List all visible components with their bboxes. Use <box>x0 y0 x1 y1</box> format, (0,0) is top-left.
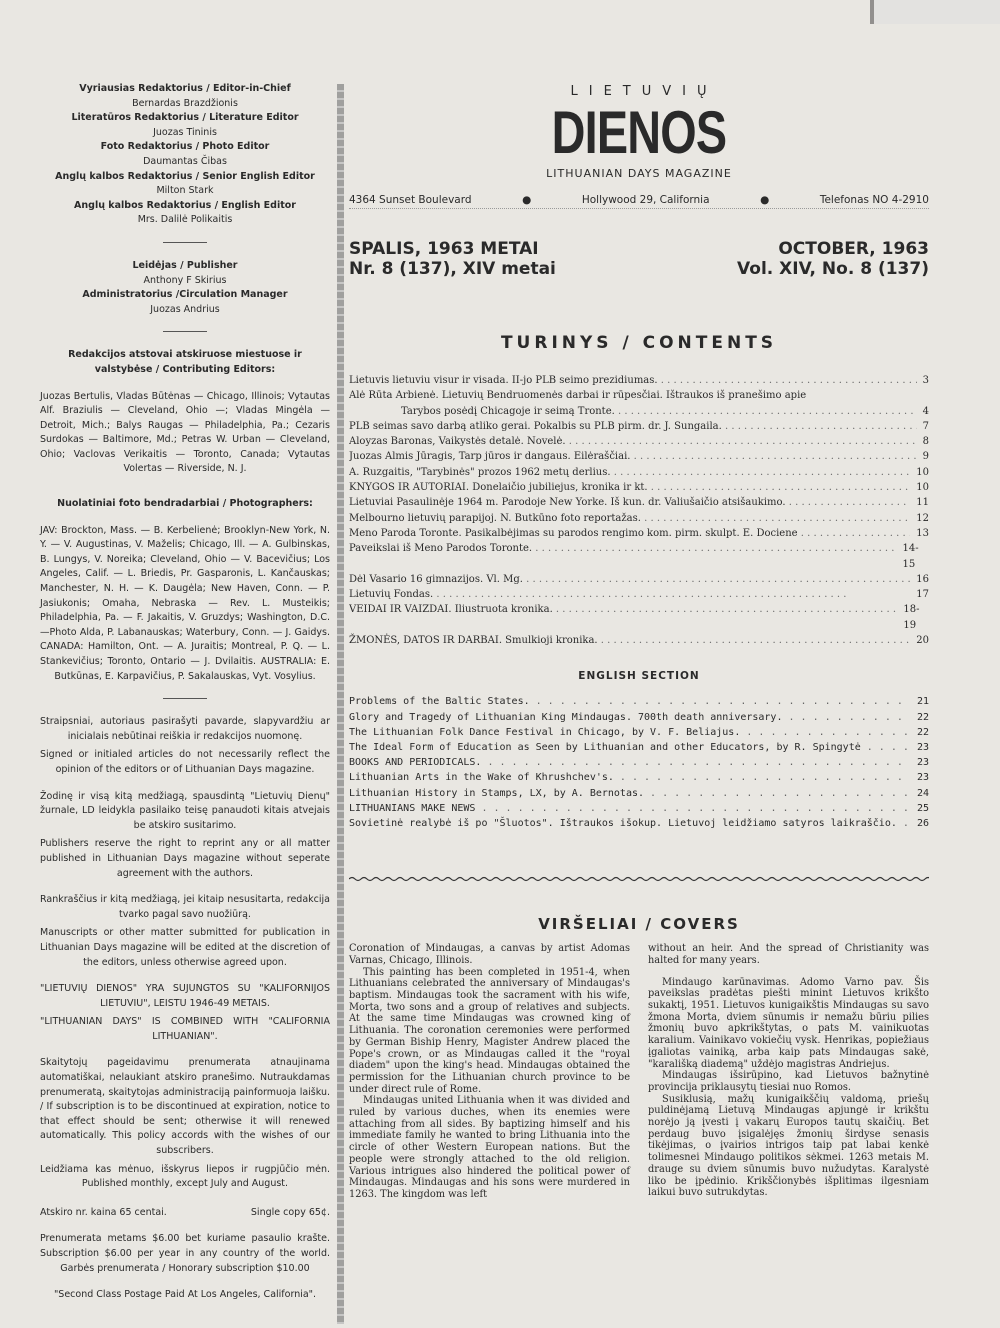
city: Hollywood 29, California <box>581 194 710 206</box>
toc-page: 25 <box>916 802 929 814</box>
toc-row <box>349 694 929 709</box>
toc-page: 20 <box>916 635 929 647</box>
divider <box>163 698 207 699</box>
toc-title: Lietuvis lietuviu visur ir visada. II-jo PLB seimo prezidiumas. . . . <box>349 373 917 388</box>
toc-row <box>349 511 929 526</box>
toc-page <box>923 388 929 403</box>
issue-en-date: OCTOBER, 1963 <box>778 239 929 259</box>
toc-row <box>349 465 929 480</box>
publisher-name: Juozas Andrius <box>150 303 220 315</box>
bullet: ● <box>760 194 770 206</box>
toc-title: BOOKS AND PERIODICALS. . . . <box>349 755 911 770</box>
covers-text <box>349 943 929 1200</box>
staff-list <box>40 82 330 228</box>
toc-page: 8 <box>922 436 929 448</box>
staff-name: Juozas Tininis <box>153 126 217 138</box>
toc-row <box>349 572 929 587</box>
address: 4364 Sunset Boulevard <box>349 194 472 206</box>
toc-title: The Ideal Form of Education as Seen by Lithuanian and other Educators, by R. Spingytė . . . <box>349 740 911 755</box>
toc-page: 26 <box>916 817 929 829</box>
staff-role: Anglų kalbos Redaktorius / Senior English Editor <box>55 170 315 182</box>
toc-page: 22 <box>916 726 929 738</box>
note: "LIETUVIŲ DIENOS" YRA SUJUNGTOS SU "KALIFORNIJOS LIETUVIU", LEISTU 1946-49 METAIS. <box>40 983 330 1009</box>
publisher-name: Anthony F Skirius <box>143 274 227 286</box>
toc-row <box>349 786 929 801</box>
toc-page: 21 <box>916 696 929 708</box>
toc-row <box>349 602 929 633</box>
toc-page: 16 <box>916 573 929 585</box>
notes <box>40 715 330 1192</box>
contrib-text: Juozas Bertulis, Vladas Būtėnas — Chicago, Illinois; Vytautas Alf. Braziulis — Cleveland, Ohio —; Vladas Mingėla — Detroit, Mich.; Balys Raugas — Philadelphia, Pa.; Cezaris Surdokas — Baltimore, Md.; Petras W. Urban — Cleveland, Ohio; Vaclovas Verikaitis — Toronto, Canada; Vytautas Volertas — Riverside, N. J. <box>40 390 330 475</box>
toc-page: 23 <box>916 757 929 769</box>
toc-row <box>349 816 929 831</box>
toc-row <box>349 740 929 755</box>
toc-title: Lithuanian Arts in the Wake of Khrushchev's. . . . <box>349 770 911 785</box>
price-lt: Atskiro nr. kaina 65 centai. <box>40 1206 167 1218</box>
note: "LITHUANIAN DAYS" IS COMBINED WITH "CALIFORNIA LITHUANIAN". <box>40 1016 330 1042</box>
toc-title: Meno Paroda Toronte. Pasikalbėjimas su parodos rengimo kom. pirm. skulpt. E. Dociene . . . <box>349 526 910 541</box>
toc-row <box>349 480 929 495</box>
covers-paragraph: Mindaugo karūnavimas. Adomo Varno pav. Šis paveikslas pradėtas piešti minint Lietuvos krikšto sukaktį, 1951. Lietuvos kunigaikštis Mindaugas su savo žmona Morta, dviem sūnumis ir nemažu būriu pilies žmonių buvo apkrikštytas, o pats M. vainikuotas karalium. Vainikavo vokiečių vysk. Henrikas, popiežiaus įgaliotas vainiką, arba kaip pats Mindaugas sakė, "karališką diademą" uždėjo magistras Andriejus. <box>648 976 929 1070</box>
toc-title: Alė Rūta Arbienė. Lietuvių Bendruomenės darbai ir rūpesčiai. Ištraukos iš pranešimo apie <box>349 390 807 402</box>
publisher-list <box>40 259 330 317</box>
left-column <box>40 82 330 1303</box>
toc-title: Lietuvių Fondas. . . . <box>349 587 846 602</box>
toc-row <box>349 419 929 434</box>
toc-page: 7 <box>922 420 929 432</box>
publisher-role: Leidėjas / Publisher <box>132 259 238 271</box>
toc-title: Dėl Vasario 16 gimnazijos. Vl. Mg. . . . <box>349 572 910 587</box>
toc-title: The Lithuanian Folk Dance Festival in Chicago, by V. F. Beliajus. . . . <box>349 725 911 740</box>
toc-title: Juozas Almis Jūragis, Tarp jūros ir dangaus. Eilėraščiai. . . . <box>349 449 917 464</box>
toc-page: 3 <box>922 375 929 386</box>
issue-lt-nr: Nr. 8 (137), XIV metai <box>349 259 556 279</box>
covers-paragraph: Mindaugas united Lithuania when it was divided and ruled by various duches, when its enemies were attaching from all sides. By baptizing himself and his immediate family he wanted to bring Lithuania into the circle of other Western European nations. But the people were strongly attached to the old religion. Various intrigues also hindered the political power of Mindaugas. Mindaugas and his sons were murdered in 1263. The kingdom was left <box>349 1095 630 1200</box>
note: Publishers reserve the right to reprint any or all matter published in Lithuanian Days magazine without seperate agreement with the authors. <box>40 838 330 879</box>
staff-name: Mrs. Dalilė Polikaitis <box>137 214 233 226</box>
note: Straipsniai, autoriaus pasirašyti pavarde, slapyvardžiu ar inicialais nebūtinai reiškia ir redakcijos nuomonę. <box>40 716 330 742</box>
masthead-subtitle: LITHUANIAN DAYS MAGAZINE <box>546 167 732 180</box>
toc-row <box>349 801 929 816</box>
toc-page: 23 <box>916 772 929 784</box>
toc-row <box>349 495 929 510</box>
toc-page: 9 <box>922 451 929 463</box>
subscription-text: Prenumerata metams $6.00 bet kuriame pasaulio krašte. Subscription $6.00 per year in any country of the world. Garbės prenumerata / Honorary subscription $10.00 <box>40 1233 330 1274</box>
masthead-lietuviu: LIETUVIŲ <box>570 84 718 99</box>
toc-row <box>349 633 929 648</box>
toc-page: 17 <box>916 589 929 601</box>
toc-page: 13 <box>916 527 929 539</box>
toc-title: Tarybos posėdį Chicagoje ir seimą Tronte. . . . <box>401 404 917 419</box>
toc-page: 14-15 <box>902 543 919 570</box>
covers-title: VIRŠELIAI / COVERS <box>538 915 740 934</box>
toc-title: Glory and Tragedy of Lithuanian King Mindaugas. 700th death anniversary. . . . <box>349 710 911 725</box>
toc-title: Lithuanian History in Stamps, LX, by A. Bernotas. . . . <box>349 786 911 801</box>
toc-page: 10 <box>916 466 929 478</box>
covers-column-1 <box>349 943 630 1200</box>
note: Žodinę ir visą kitą medžiagą, spausdintą "Lietuvių Dienų" žurnale, LD leidykla pasilaiko teisę panaudoti kitais atvejais be atskiro susitarimo. <box>40 790 330 831</box>
postage-text: "Second Class Postage Paid At Los Angeles, California". <box>53 1289 317 1301</box>
address-line <box>349 194 929 209</box>
right-column <box>349 84 929 1201</box>
phone: Telefonas NO 4-2910 <box>819 194 929 206</box>
photo-heading: Nuolatiniai foto bendradarbiai / Photographers: <box>57 498 313 510</box>
price-line <box>40 1206 330 1221</box>
contents-title: TURINYS / CONTENTS <box>500 333 778 353</box>
toc-title: ŽMONĖS, DATOS IR DARBAI. Smulkioji kronika. . . . <box>349 633 910 648</box>
toc-title: Paveikslai iš Meno Parodos Toronte. . . . <box>349 541 897 572</box>
vertical-rule <box>337 84 344 1324</box>
toc-title: Lietuviai Pasaulinėje 1964 m. Parodoje New Yorke. Iš kun. dr. Valiušaičio atsišaukimo. . . . <box>349 495 910 510</box>
toc-row <box>349 587 929 602</box>
toc-page: 11 <box>916 497 929 509</box>
wavy-divider <box>349 875 929 883</box>
toc-row <box>349 541 929 572</box>
covers-column-2 <box>648 943 929 1200</box>
toc-page: 23 <box>916 741 929 753</box>
note: Skaitytojų pageidavimu prenumerata atnaujinama automatiškai, nelaukiant atskiro pranešimo. Nutraukdamas prenumeratą, skaitytojas administraciją painformuoja laišku. / If subscription is to be discontinued at expiration, notice to that effect should be sent; otherwise it will renewed automatically. This policy accords with the wishes of our subscribers. <box>40 1057 330 1157</box>
staff-role: Vyriausias Redaktorius / Editor-in-Chief <box>79 83 291 94</box>
covers-paragraph: This painting has been completed in 1951-4, when Lithuanians celebrated the anniversary of Mindaugas's baptism. Mindaugas took the sacrament with his wife, Morta, two sons and a group of relatives and subjects. At the same time Mindaugas was crowned king of Lithuania. The coronation ceremonies were performed by German Biship Henry, Magister Andrew placed the Pope's crown, or as Mindaugas called it the "royal diadem" upon the king's head. Mindaugas obtained the permission for the Lithuanian church province to be under direct rule of Rome. <box>349 966 630 1095</box>
toc-row <box>349 770 929 785</box>
contents-list <box>349 373 929 648</box>
toc-page: 10 <box>916 482 929 494</box>
toc-row <box>349 434 929 449</box>
toc-page: 4 <box>922 405 929 417</box>
toc-row <box>349 755 929 770</box>
note: Manuscripts or other matter submitted for publication in Lithuanian Days magazine will be edited at the discretion of the editors, unless otherwise agreed upon. <box>40 927 330 968</box>
publisher-role: Administratorius /Circulation Manager <box>82 289 288 301</box>
staff-name: Daumantas Čibas <box>143 155 227 167</box>
note: Leidžiama kas mėnuo, išskyrus liepos ir rugpjūčio mėn. Published monthly, except July and August. <box>40 1163 330 1190</box>
masthead <box>349 84 929 180</box>
toc-title: LITHUANIANS MAKE NEWS . . . <box>349 801 911 816</box>
toc-title: KNYGOS IR AUTORIAI. Donelaičio jubiliejus, kronika ir kt. . . . <box>349 480 910 495</box>
covers-paragraph: without an heir. And the spread of Christianity was halted for many years. <box>648 943 929 966</box>
toc-row <box>349 373 929 388</box>
staff-role: Foto Redaktorius / Photo Editor <box>100 141 270 153</box>
toc-row <box>349 725 929 740</box>
toc-page: 18-19 <box>903 604 920 631</box>
english-section-title: ENGLISH SECTION <box>578 670 700 683</box>
covers-paragraph: Mindaugas išsirūpino, kad Lietuvos bažnytinė provincija priklausytų tiesiai nuo Romos. <box>648 1070 929 1093</box>
scan-color-strip <box>870 0 1000 24</box>
toc-row <box>349 388 929 403</box>
staff-name: Milton Stark <box>156 185 214 197</box>
issue-info <box>349 239 929 279</box>
toc-row <box>349 710 929 725</box>
staff-name: Bernardas Brazdžionis <box>132 97 238 109</box>
bullet: ● <box>522 194 532 206</box>
toc-title: Sovietinė realybė iš po "Šluotos". Ištraukos išokup. Lietuvoj leidžiamo satyros laikraščio. . . . <box>349 816 911 831</box>
price-en: Single copy 65¢. <box>250 1206 330 1218</box>
covers-paragraph: Coronation of Mindaugas, a canvas by artist Adomas Varnas, Chicago, Illinois. <box>349 943 630 966</box>
staff-role: Anglų kalbos Redaktorius / English Editor <box>74 199 296 211</box>
toc-row <box>349 404 929 419</box>
divider <box>163 331 207 332</box>
toc-page: 24 <box>916 787 929 799</box>
toc-title: PLB seimas savo darbą atliko gerai. Pokalbis su PLB pirm. dr. J. Sungaila. . . . <box>349 419 917 434</box>
staff-role: Literatūros Redaktorius / Literature Editor <box>71 112 299 124</box>
photo-text: JAV: Brockton, Mass. — B. Kerbelienė; Brooklyn-New York, N. Y. — V. Augustinas, V. Maželis; Chicago, Ill. — A. Gulbinskas, B. Lungys, V. Noreika; Cleveland, Ohio — V. Bacevičius; Los Angeles, Calif. — L. Briedis, Pr. Gasparonis, L. Kančauskas; Manchester, N. H. — K. Daugėla; New Haven, Conn. — P. Jasiukonis; Omaha, Nebraska — Rev. L. Musteikis; Philadelphia, Pa. — F. Jakaitis, V. Gruzdys; Washington, D.C. —Photo Alda, P. Labanauskas; Waterbury, Conn. — J. Gaidys. CANADA: Hamilton, Ont. — A. Juraitis; Montreal, P. Q. — L. Stankevičius; Toronto, Ontario — J. Dvilaitis. AUSTRALIA: E. Butkūnas, E. Karpavičius, P. Sakalauskas, Vyt. Vosylius. <box>40 524 330 682</box>
english-contents-list <box>349 694 929 831</box>
toc-title: Melbourno lietuvių parapijoj. N. Butkūno foto reportažas. . . . <box>349 511 910 526</box>
toc-title: VEIDAI IR VAIZDAI. Iliustruota kronika. . . . <box>349 602 897 633</box>
contrib-heading: Redakcijos atstovai atskiruose miestuose ir valstybėse / Contributing Editors: <box>68 349 302 375</box>
note: Signed or initialed articles do not necessarily reflect the opinion of the editors or of Lithuanian Days magazine. <box>40 749 330 775</box>
note: Rankraščius ir kitą medžiagą, jei kitaip nesusitarta, redakcija tvarko pagal savo nuožiūrą. <box>40 894 330 920</box>
toc-title: Problems of the Baltic States. . . . <box>349 694 911 709</box>
toc-page: 22 <box>916 711 929 723</box>
toc-title: Aloyzas Baronas, Vaikystės detalė. Novelė. . . . <box>349 434 917 449</box>
issue-lt-date: SPALIS, 1963 METAI <box>349 239 539 259</box>
toc-row <box>349 449 929 464</box>
toc-row <box>349 526 929 541</box>
toc-page: 12 <box>916 512 929 524</box>
covers-paragraph: Susiklusią, mažų kunigaikščių valdomą, priešų puldinėjamą Lietuvą Mindaugas apjungė ir krikštu norėjo ją įvesti į vakarų Europos tautų skaičių. Bet perdaug buvo įsigalėjęs žmonių širdyse senasis tikėjimas, o įvairios intrigos taip pat labai kenkė tolimesnei Mindaugo politikos sėkmei. 1263 metais M. drauge su dviem sūnumis buvo nužudytas. Karalystė liko be įpėdinio. Krikščionybės išplitimas ilgesniam laikui buvo sutrukdytas. <box>648 1093 929 1199</box>
toc-title: A. Ruzgaitis, "Tarybinės" prozos 1962 metų derlius. . . . <box>349 465 910 480</box>
masthead-dienos: DIENOS <box>551 99 727 166</box>
issue-en-vol: Vol. XIV, No. 8 (137) <box>737 259 929 279</box>
divider <box>163 242 207 243</box>
